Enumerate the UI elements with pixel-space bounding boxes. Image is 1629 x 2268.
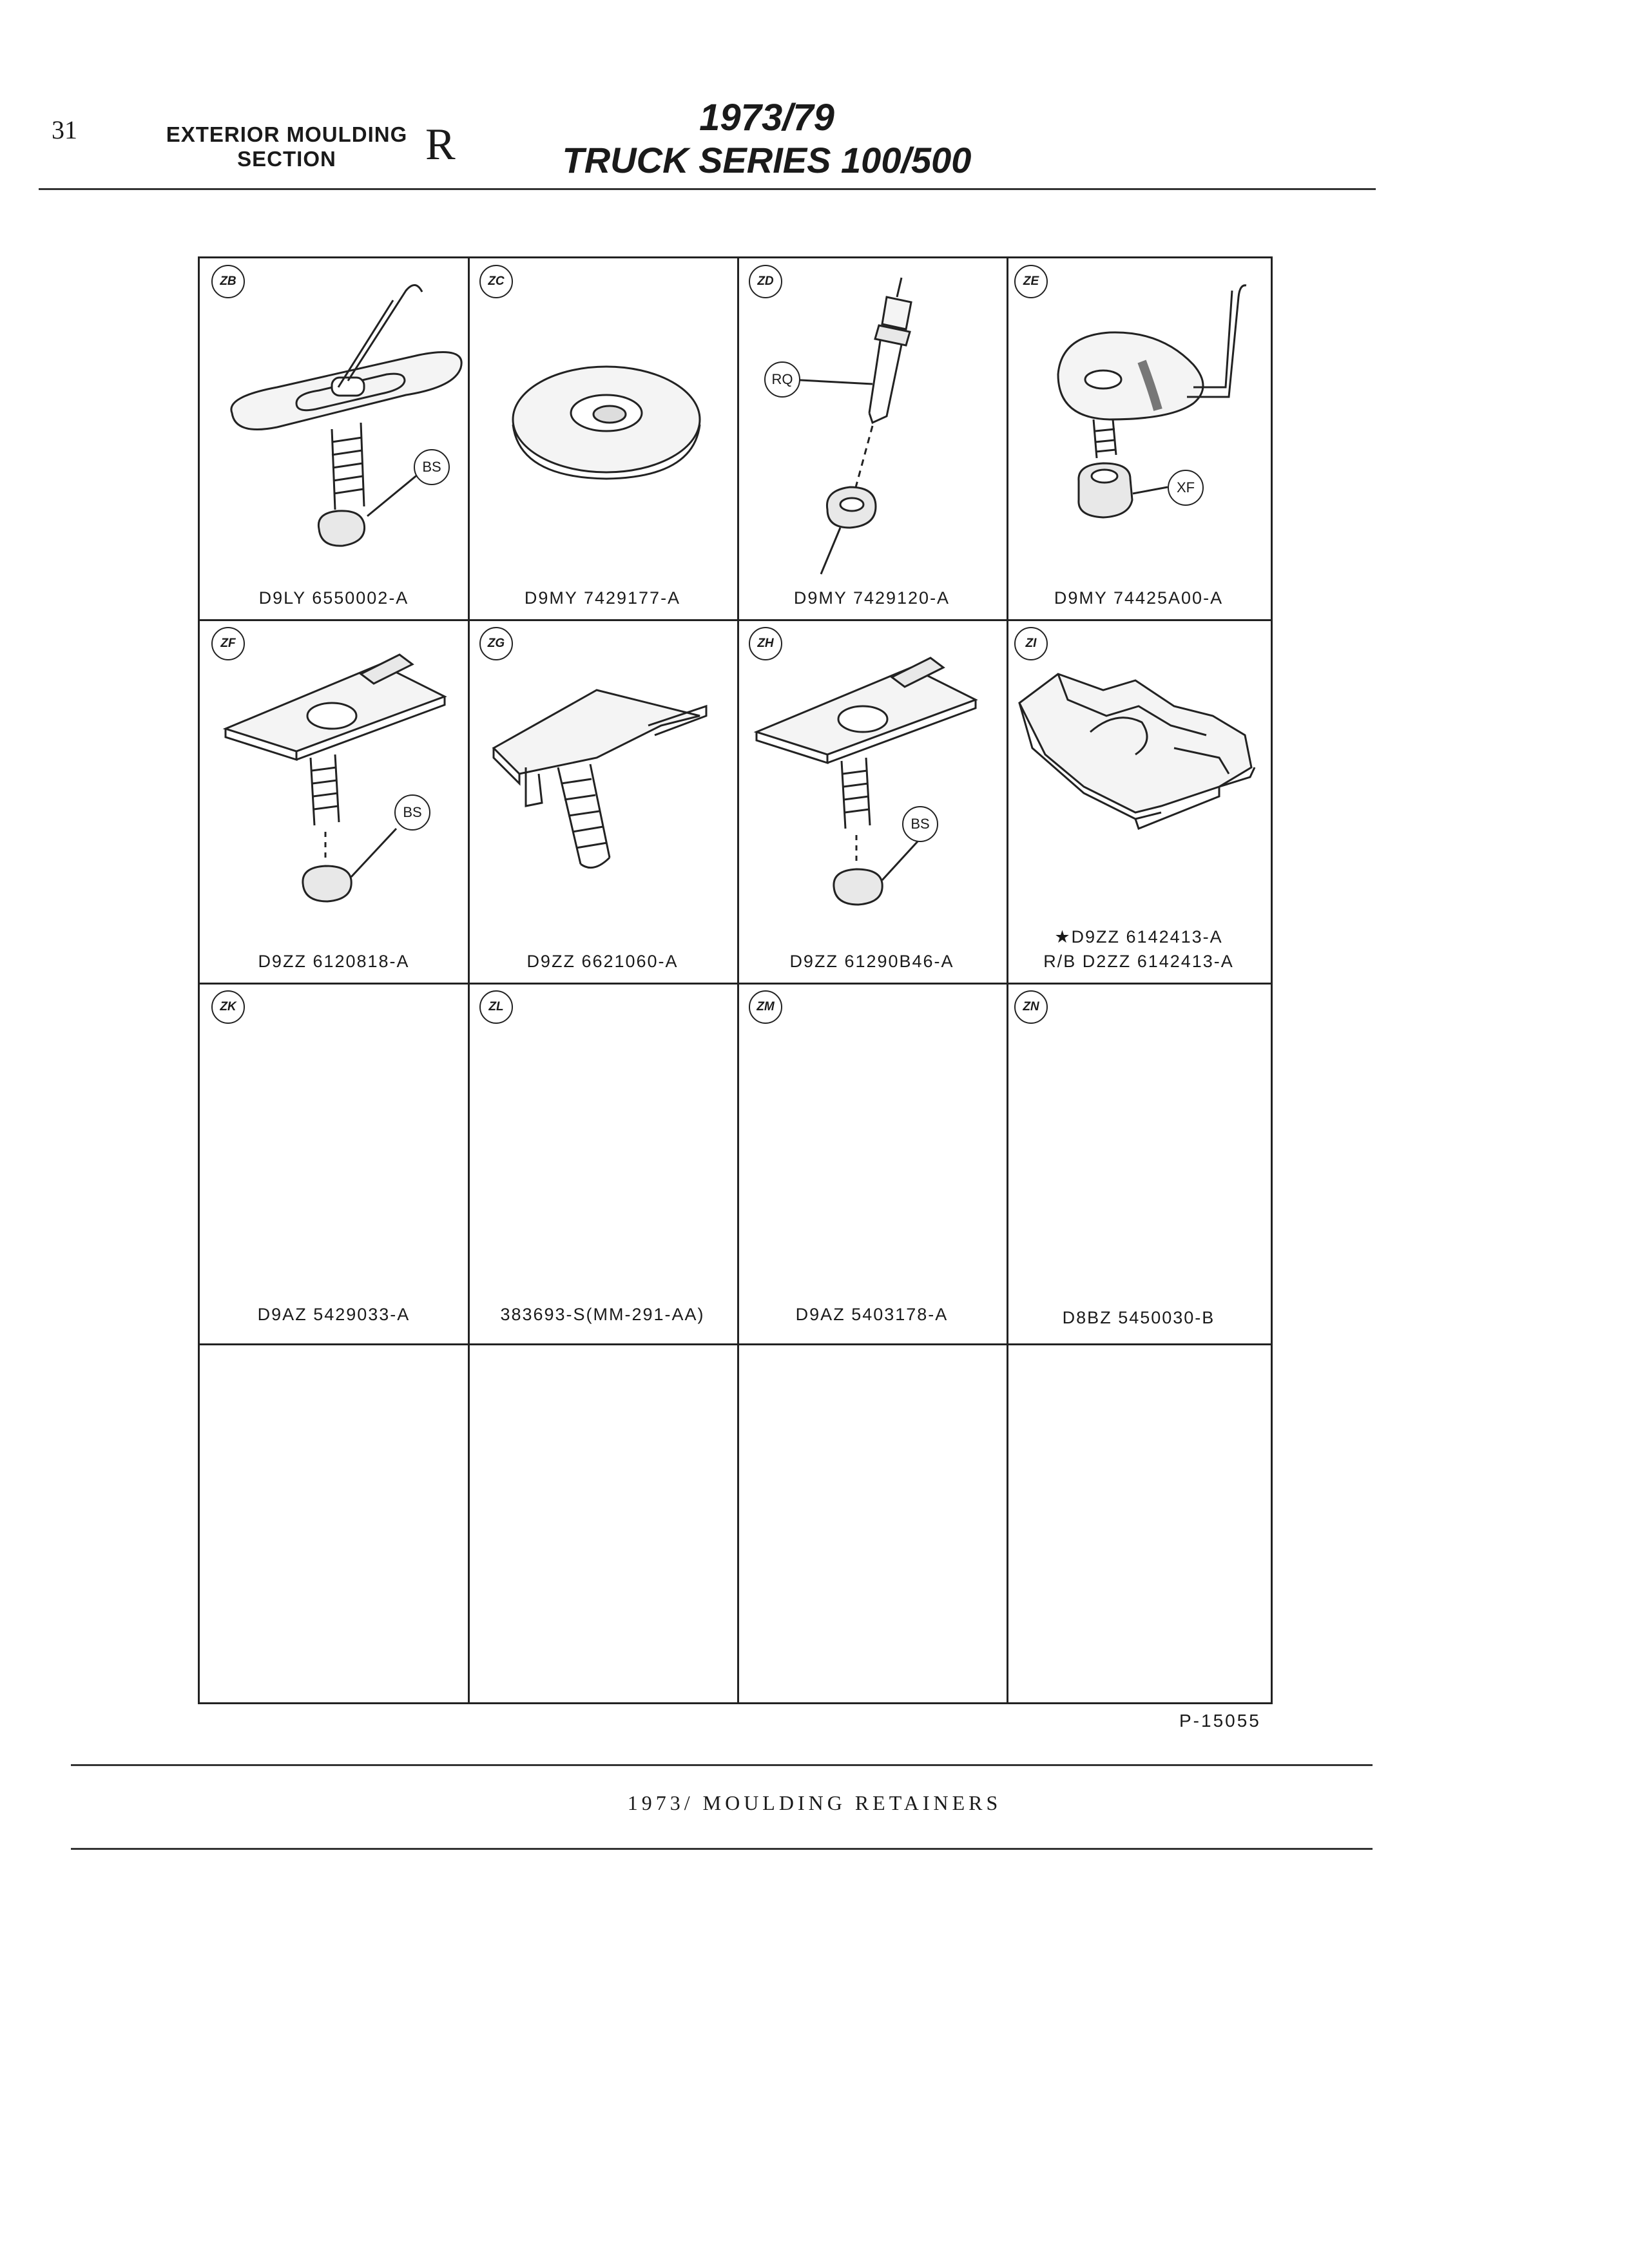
retainer-clip-illustration	[1007, 258, 1271, 619]
callout-xf: XF	[1168, 470, 1204, 506]
illustration-code: ZN	[1014, 990, 1048, 1024]
part-number: D9ZZ 6621060-A	[526, 952, 679, 971]
part-cell-zc	[468, 258, 737, 619]
part-cell-zm	[737, 983, 1007, 1343]
title-block	[541, 97, 992, 182]
callout-rq: RQ	[764, 361, 800, 398]
part-cell-zg	[468, 619, 737, 983]
part-number: D9AZ 5403178-A	[795, 1305, 949, 1324]
footer-top-rule	[71, 1764, 1373, 1766]
retainer-clip-illustration	[200, 619, 468, 983]
grommet-illustration	[468, 258, 737, 619]
part-cell-ze	[1007, 258, 1271, 619]
part-number: D9MY 7429120-A	[793, 588, 950, 608]
title-years: 1973/79	[699, 97, 834, 139]
part-number: D9ZZ 6120818-A	[258, 952, 410, 971]
part-number: D9ZZ 61290B46-A	[789, 952, 954, 971]
illustration-code: ZD	[749, 265, 782, 298]
part-cell-zf	[200, 619, 468, 983]
footer-bottom-rule	[71, 1848, 1373, 1850]
part-cell-zh	[737, 619, 1007, 983]
page-number: 31	[52, 115, 77, 144]
title-series: TRUCK SERIES 100/500	[562, 140, 972, 180]
part-number: D8BZ 5450030-B	[1062, 1308, 1215, 1327]
part-cell-zb	[200, 258, 468, 619]
callout-bs: BS	[394, 794, 430, 831]
illustration-code: ZH	[749, 627, 782, 660]
header-rule	[39, 188, 1376, 190]
part-cell-zi	[1007, 619, 1271, 983]
part-cell-zd	[737, 258, 1007, 619]
part-number: ★D9ZZ 6142413-A	[1054, 927, 1223, 947]
part-number: D9MY 74425A00-A	[1054, 588, 1224, 608]
part-number: 383693-S(MM-291-AA)	[500, 1305, 705, 1324]
illustration-code: ZF	[211, 627, 245, 660]
callout-bs: BS	[902, 806, 938, 842]
figure-reference: P-15055	[1179, 1711, 1261, 1731]
part-number: D9LY 6550002-A	[258, 588, 409, 608]
illustration-code: ZK	[211, 990, 245, 1024]
illustration-code: ZG	[479, 627, 513, 660]
part-number: D9AZ 5429033-A	[257, 1305, 410, 1324]
illustration-code: ZM	[749, 990, 782, 1024]
part-cell-zn	[1007, 983, 1271, 1343]
part-number: D9MY 7429177-A	[524, 588, 681, 608]
footer-caption: 1973/ MOULDING RETAINERS	[627, 1791, 1002, 1814]
retainer-clip-illustration	[737, 619, 1007, 983]
parts-grid	[198, 256, 1273, 1704]
callout-bs: BS	[414, 449, 450, 485]
part-cell-zl	[468, 983, 737, 1343]
section-letter: R	[425, 120, 456, 169]
section-label	[158, 122, 416, 171]
part-number-reference: R/B D2ZZ 6142413-A	[1043, 952, 1234, 971]
rivet-illustration	[737, 258, 1007, 619]
retainer-clip-illustration	[200, 258, 468, 619]
illustration-code: ZE	[1014, 265, 1048, 298]
illustration-code: ZI	[1014, 627, 1048, 660]
section-label-line-1: EXTERIOR MOULDING	[166, 122, 408, 146]
retainer-clip-illustration	[468, 619, 737, 983]
part-cell-zk	[200, 983, 468, 1343]
section-label-line-2: SECTION	[237, 147, 336, 171]
illustration-code: ZB	[211, 265, 245, 298]
illustration-code: ZC	[479, 265, 513, 298]
illustration-code: ZL	[479, 990, 513, 1024]
grid-row-divider	[200, 1343, 1271, 1345]
